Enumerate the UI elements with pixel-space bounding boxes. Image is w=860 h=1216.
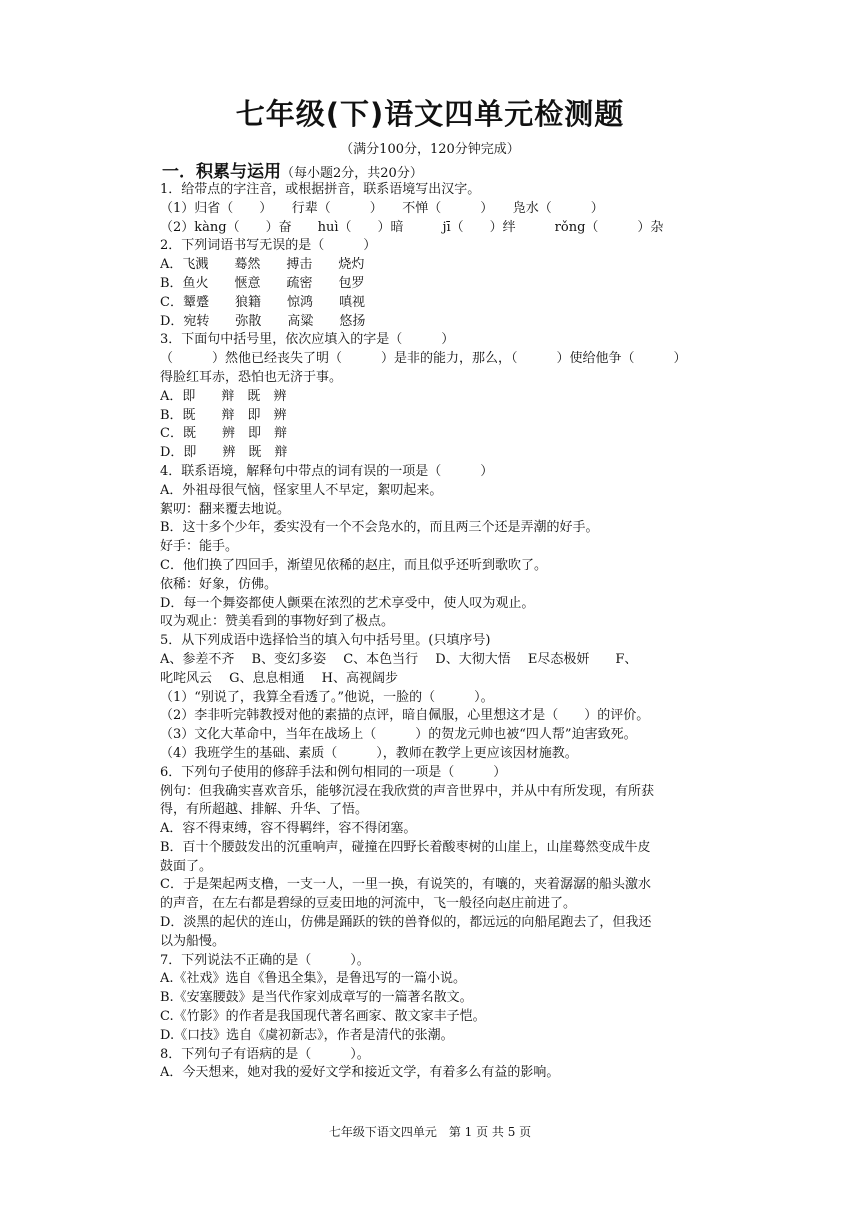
question-line: C．既 辨 即 辩 — [160, 426, 287, 442]
page-subtitle: （满分100分，120分钟完成） — [340, 142, 520, 157]
question-line: （1）归省（ ） 行辈（ ） 不惮（ ） 凫水（ ） — [160, 200, 604, 216]
question-line: C．于是架起两支橹，一支一人，一里一换，有说笑的，有嚷的，夹着潺潺的船头激水 — [160, 877, 651, 893]
section-note: （每小题2分，共20分） — [281, 166, 423, 181]
question-line: 7．下列说法不正确的是（ ）。 — [160, 952, 370, 968]
question-line: B．百十个腰鼓发出的沉重响声，碰撞在四野长着酸枣树的山崖上，山崖蓦然变成牛皮 — [160, 839, 651, 855]
question-line: B.《安塞腰鼓》是当代作家刘成章写的一篇著名散文。 — [160, 990, 473, 1006]
question-line: 1．给带点的字注音，或根据拼音，联系语境写出汉字。 — [160, 182, 481, 197]
question-line: A．容不得束缚，容不得羁绊，容不得闭塞。 — [160, 821, 417, 837]
page-footer: 七年级下语文四单元 第 1 页 共 5 页 — [328, 1125, 532, 1139]
question-line: 叱咤风云 G、息息相通 H、高视阔步 — [160, 670, 398, 686]
question-line: B．既 辩 即 辨 — [160, 407, 287, 423]
question-line: D．淡黑的起伏的连山，仿佛是踊跃的铁的兽脊似的，都远远的向船尾跑去了，但我还 — [160, 915, 652, 931]
section-title: 一．积累与运用 — [162, 162, 281, 182]
section-heading — [162, 157, 423, 182]
question-line: 得，有所超越、排解、升华、了悟。 — [160, 802, 369, 818]
question-line: （1）“别说了，我算全看透了。”他说，一脸的（ ）。 — [160, 689, 494, 705]
question-line: 6．下列句子使用的修辞手法和例句相同的一项是（ ） — [160, 764, 507, 780]
question-line: C．他们换了四回手，渐望见依稀的赵庄，而且似乎还听到歌吹了。 — [160, 557, 547, 573]
question-line: 的声音，在左右都是碧绿的豆麦田地的河流中，飞一般径向赵庄前进了。 — [160, 896, 577, 912]
question-line: A．外祖母很气恼，怪家里人不早定，絮叨起来。 — [160, 482, 443, 498]
question-line: 得脸红耳赤，恐怕也无济于事。 — [160, 369, 343, 385]
question-line: A、参差不齐 B、变幻多姿 C、本色当行 D、大彻大悟 E尽态极妍 F、 — [160, 651, 638, 667]
question-line: 叹为观止：赞美看到的事物好到了极点。 — [160, 614, 395, 630]
question-line: B．这十多个少年，委实没有一个不会凫水的，而且两三个还是弄潮的好手。 — [160, 520, 599, 536]
question-line: A．即 辩 既 辨 — [160, 388, 287, 404]
question-line: D．每一个舞姿都使人颤栗在浓烈的艺术享受中，使人叹为观止。 — [160, 595, 535, 611]
question-line: A．飞溅 蓦然 搏击 烧灼 — [160, 257, 365, 273]
question-lines — [160, 181, 740, 1083]
question-line: 3．下面句中括号里，依次应填入的字是（ ） — [160, 332, 455, 348]
question-line: 8．下列句子有语病的是（ ）。 — [160, 1046, 370, 1062]
question-line: A．今天想来，她对我的爱好文学和接近文学，有着多么有益的影响。 — [160, 1065, 560, 1081]
question-line: 5．从下列成语中选择恰当的填入句中括号里。(只填序号) — [160, 633, 491, 649]
question-line: （4）我班学生的基础、素质（ ），教师在教学上更应该因材施教。 — [160, 745, 578, 761]
question-line: 4．联系语境，解释句中带点的词有误的一项是（ ） — [160, 463, 494, 479]
question-line: D．宛转 弥散 高粱 悠扬 — [160, 313, 366, 329]
question-line: 絮叨：翻来覆去地说。 — [160, 501, 291, 517]
question-line: 依稀：好象，仿佛。 — [160, 576, 278, 592]
question-line: C．颦蹙 狼籍 惊鸿 嗔视 — [160, 294, 365, 310]
question-line: 例句：但我确实喜欢音乐，能够沉浸在我欣赏的声音世界中，并从中有所发现，有所获 — [160, 783, 655, 799]
question-line: D．即 辨 既 辩 — [160, 445, 288, 461]
question-line: C.《竹影》的作者是我国现代著名画家、散文家丰子恺。 — [160, 1009, 486, 1025]
question-line: 以为船慢。 — [160, 933, 226, 949]
question-line: 2．下列词语书写无误的是（ ） — [160, 238, 377, 254]
question-line: （3）文化大革命中，当年在战场上（ ）的贺龙元帅也被“四人帮”迫害致死。 — [160, 727, 637, 743]
question-line: （2）kàng（ ）奋 huì（ ）暗 jī（ ）绊 rǒng（ ）杂 — [160, 219, 664, 235]
question-line: D.《口技》选自《虞初新志》，作者是清代的张潮。 — [160, 1027, 454, 1043]
question-line: （ ）然他已经丧失了明（ ）是非的能力，那么，（ ）使给他争（ ） — [160, 351, 687, 367]
question-line: B．鱼火 惬意 疏密 包罗 — [160, 275, 365, 291]
question-line: A.《社戏》选自《鲁迅全集》，是鲁迅写的一篇小说。 — [160, 971, 467, 987]
page-title: 七年级(下)语文四单元检测题 — [235, 97, 625, 131]
question-line: （2）李非听完韩教授对他的素描的点评，暗自佩服，心里想这才是（ ）的评价。 — [160, 708, 650, 724]
question-line: 鼓面了。 — [160, 858, 213, 874]
question-line: 好手：能手。 — [160, 539, 239, 555]
